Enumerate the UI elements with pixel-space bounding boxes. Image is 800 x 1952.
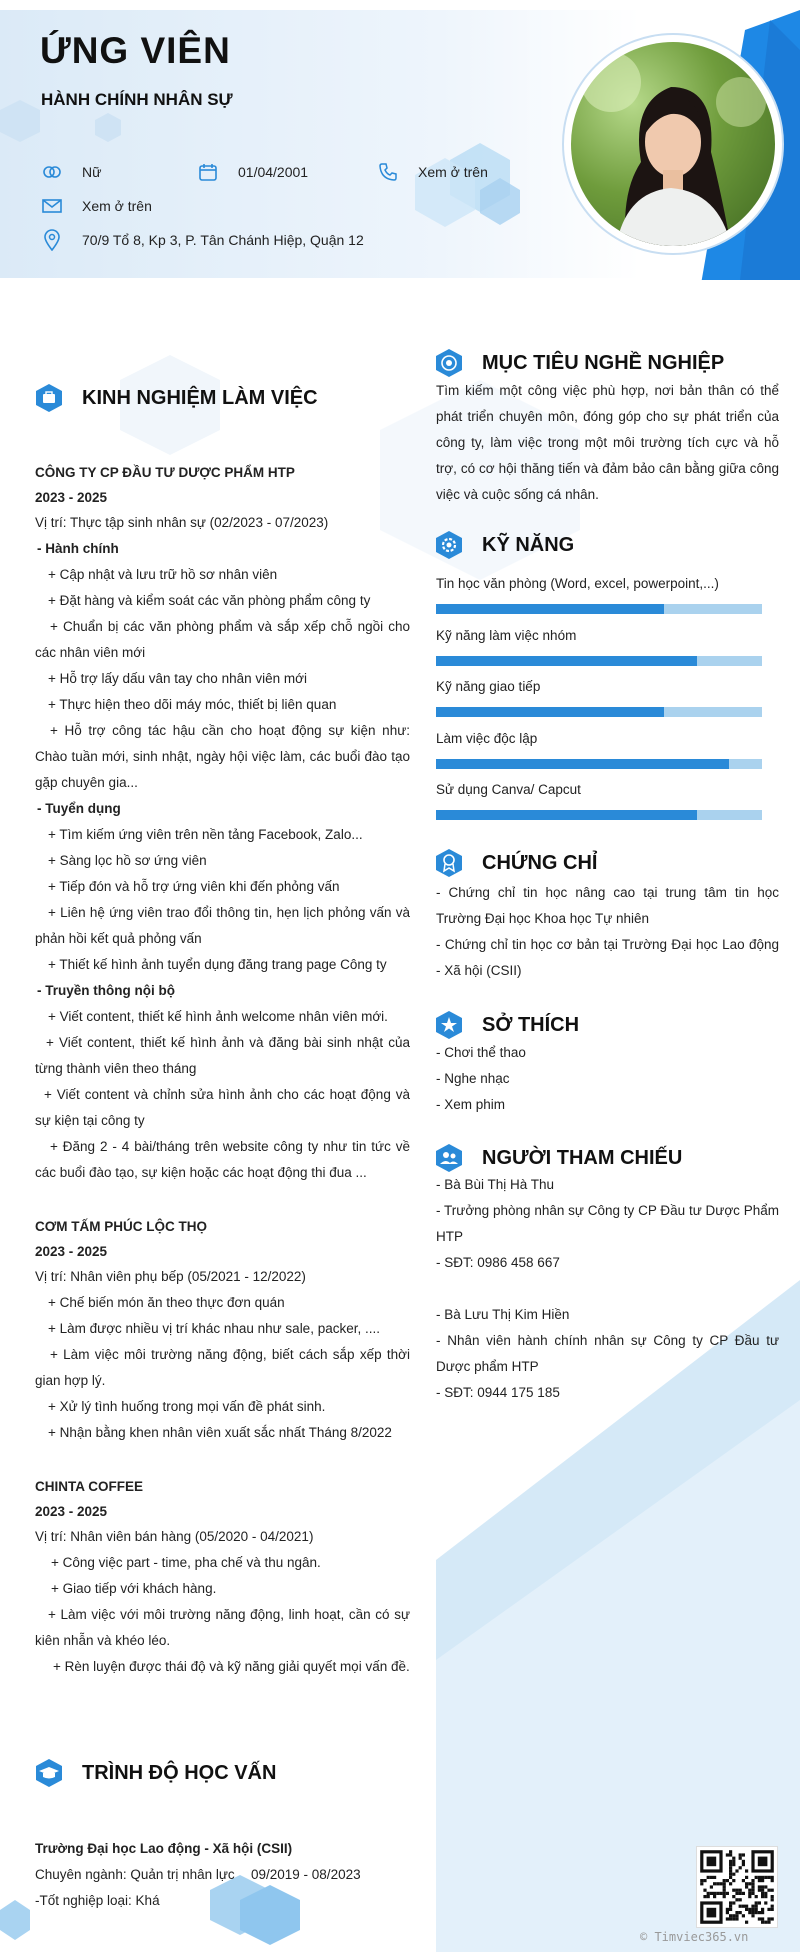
job-1-line: + Cập nhật và lưu trữ hồ sơ nhân viên [48,567,278,582]
experience-title-text: KINH NGHIỆM LÀM VIỆC [82,386,318,409]
job-1-line: - Tuyển dụng [37,801,121,816]
hobby-item: - Nghe nhạc [436,1071,510,1086]
job-1-line: + Viết content, thiết kế hình ảnh welcome nhân viên mới. [48,1009,388,1024]
briefcase-icon [34,383,64,413]
job-1-line: + Tiếp đón và hỗ trợ ứng viên khi đến phỏng vấn [48,879,340,894]
job-1-line: + Đặt hàng và kiểm soát các văn phòng phẩm công ty [48,593,371,608]
gender-value: Nữ [82,164,102,180]
education-period: 09/2019 - 08/2023 [251,1867,361,1882]
reference-1-name: - Bà Bùi Thị Hà Thu [436,1177,555,1192]
birthdate-value: 01/04/2001 [238,164,309,180]
job-1-line: - Hành chính [37,541,119,556]
target-icon [434,348,464,378]
birthdate-row [196,160,308,184]
job-1-line: + Thiết kế hình ảnh tuyển dụng đăng trang page Công ty [48,957,387,972]
education-title-text: TRÌNH ĐỘ HỌC VẤN [82,1761,277,1784]
hobbies-title [434,1010,579,1040]
job-2-company: CƠM TẤM PHÚC LỘC THỌ [35,1219,207,1234]
job-3-company: CHINTA COFFEE [35,1479,143,1494]
reference-2-phone: - SĐT: 0944 175 185 [436,1385,560,1400]
graduation-cap-icon [34,1758,64,1788]
qr-code [696,1846,778,1928]
objective-title [434,348,724,378]
job-2-line: + Chế biến món ăn theo thực đơn quán [48,1295,285,1310]
job-1-line: + Viết content và chỉnh sửa hình ảnh cho các hoạt động và sự kiện tại công ty [35,1087,410,1128]
education-title [34,1758,276,1788]
skill-level-fill [436,707,664,717]
star-icon [434,1010,464,1040]
phone-row [376,160,488,184]
job-1-line: + Hỗ trợ lấy dấu vân tay cho nhân viên mới [48,671,307,686]
skills-title [434,530,574,560]
reference-2-role: - Nhân viên hành chính nhân sự Công ty CP Đầu tư Dược phẩm HTP [436,1333,779,1374]
skill-label: Tin học văn phòng (Word, excel, powerpoint,...) [436,576,719,591]
reference-1-role: - Trưởng phòng nhân sự Công ty CP Đầu tư Dược Phẩm HTP [436,1203,779,1244]
hobby-item: - Chơi thể thao [436,1045,526,1060]
job-3-line: + Công việc part - time, pha chế và thu ngân. [51,1555,321,1570]
hobbies-title-text: SỞ THÍCH [482,1013,580,1036]
job-1-line: + Liên hệ ứng viên trao đổi thông tin, hẹn lịch phỏng vấn và phản hồi kết quả phỏng vấn [35,905,410,946]
profile-photo-image [571,42,775,246]
job-1-line: + Tìm kiếm ứng viên trên nền tảng Facebook, Zalo... [48,827,363,842]
references-title-text: NGƯỜI THAM CHIẾU [482,1146,683,1169]
hobby-item: - Xem phim [436,1097,506,1112]
job-2-line: + Làm được nhiều vị trí khác nhau như sale, packer, .... [48,1321,380,1336]
job-3-position: Vị trí: Nhân viên bán hàng (05/2020 - 04/2021) [35,1529,314,1544]
skill-level-bar [436,707,762,717]
references-title [434,1143,682,1173]
certificate-item: - Chứng chỉ tin học nâng cao tại trung tâm tin học Trường Đại học Khoa học Tự nhiên [436,885,779,926]
objective-title-text: MỤC TIÊU NGHỀ NGHIỆP [482,351,725,374]
education-major: Chuyên ngành: Quản trị nhân lực [35,1867,235,1882]
candidate-role: HÀNH CHÍNH NHÂN SỰ [41,90,233,109]
skill-label: Kỹ năng giao tiếp [436,679,541,694]
job-1-line: + Hỗ trợ công tác hậu cần cho hoạt động sự kiện như: Chào tuần mới, sinh nhật, ngày hội việc làm, các buổi đào tạo gặp chuyên gia... [35,723,410,790]
job-2-line: + Xử lý tình huống trong mọi vấn đề phát sinh. [48,1399,326,1414]
job-1-line: + Chuẩn bị các văn phòng phẩm và sắp xếp chỗ ngồi cho các nhân viên mới [35,619,410,660]
reference-1-phone: - SĐT: 0986 458 667 [436,1255,560,1270]
skills-title-text: KỸ NĂNG [482,533,575,556]
skill-level-fill [436,656,697,666]
site-watermark: © Timviec365.vn [640,1930,749,1944]
people-icon [434,1143,464,1173]
skill-label: Làm việc độc lập [436,730,538,746]
job-2-years: 2023 - 2025 [35,1244,108,1259]
gender-row [40,160,101,184]
reference-2-name: - Bà Lưu Thị Kim Hiền [436,1307,570,1322]
certificate-item: - Chứng chỉ tin học cơ bản tại Trường Đại học Lao động - Xã hội (CSII) [436,937,779,978]
job-2-position: Vị trí: Nhân viên phụ bếp (05/2021 - 12/2022) [35,1269,306,1284]
email-icon [40,194,64,218]
gender-icon [40,160,64,184]
award-icon [434,848,464,878]
job-1-position: Vị trí: Thực tập sinh nhân sự (02/2023 - 07/2023) [35,515,329,530]
job-2-line: + Nhận bằng khen nhân viên xuất sắc nhất Tháng 8/2022 [48,1425,392,1440]
phone-value: Xem ở trên [418,164,488,180]
job-1-line: - Truyền thông nội bộ [37,983,175,998]
experience-title [34,383,318,413]
job-1-line: + Viết content, thiết kế hình ảnh và đăng bài sinh nhật của từng thành viên theo tháng [35,1035,410,1076]
skill-label: Sử dụng Canva/ Capcut [436,782,581,797]
phone-icon [376,160,400,184]
certificates-title-text: CHỨNG CHỈ [482,851,598,874]
job-1-line: + Sàng lọc hồ sơ ứng viên [48,853,207,868]
skill-level-fill [436,759,729,769]
skill-level-fill [436,810,697,820]
profile-photo [564,35,782,253]
job-1-line: + Đăng 2 - 4 bài/tháng trên website công ty như tin tức về các buổi đào tạo, sự kiện hoặc các hoạt động thi đua ... [35,1139,410,1180]
email-row [40,194,152,218]
job-1-line: + Thực hiện theo dõi máy móc, thiết bị liên quan [48,697,337,712]
skill-level-bar [436,759,762,769]
education-school: Trường Đại học Lao động - Xã hội (CSII) [35,1841,293,1856]
address-row [40,228,364,252]
job-3-line: + Rèn luyện được thái độ và kỹ năng giải quyết mọi vấn đề. [53,1659,410,1674]
location-pin-icon [40,228,64,252]
skill-level-bar [436,810,762,820]
skill-level-bar [436,604,762,614]
calendar-icon [196,160,220,184]
skill-level-bar [436,656,762,666]
email-value: Xem ở trên [82,198,152,214]
candidate-name: ỨNG VIÊN [40,30,231,71]
address-value: 70/9 Tổ 8, Kp 3, P. Tân Chánh Hiệp, Quận 12 [82,232,364,248]
objective-text: Tìm kiếm một công việc phù hợp, nơi bản thân có thể phát triển chuyên môn, đóng góp cho sự phát triển của công ty, làm việc trong một môi trường tích cực và hỗ trợ, có cơ hội thăng tiến và đảm bảo cân bằng giữa công việc và cuộc sống cá nhân. [436,383,779,502]
job-3-line: + Giao tiếp với khách hàng. [51,1581,217,1596]
skill-level-fill [436,604,664,614]
job-3-years: 2023 - 2025 [35,1504,108,1519]
job-1-company: CÔNG TY CP ĐẦU TƯ DƯỢC PHẨM HTP [35,465,295,480]
job-3-line: + Làm việc với môi trường năng động, linh hoạt, cần có sự kiên nhẫn và khéo léo. [35,1607,410,1648]
job-2-line: + Làm việc môi trường năng động, biết cách sắp xếp thời gian hợp lý. [35,1347,410,1388]
skill-label: Kỹ năng làm việc nhóm [436,627,577,643]
gear-icon [434,530,464,560]
certificates-title [434,848,597,878]
education-grade: -Tốt nghiệp loại: Khá [35,1893,160,1908]
job-1-years: 2023 - 2025 [35,490,108,505]
